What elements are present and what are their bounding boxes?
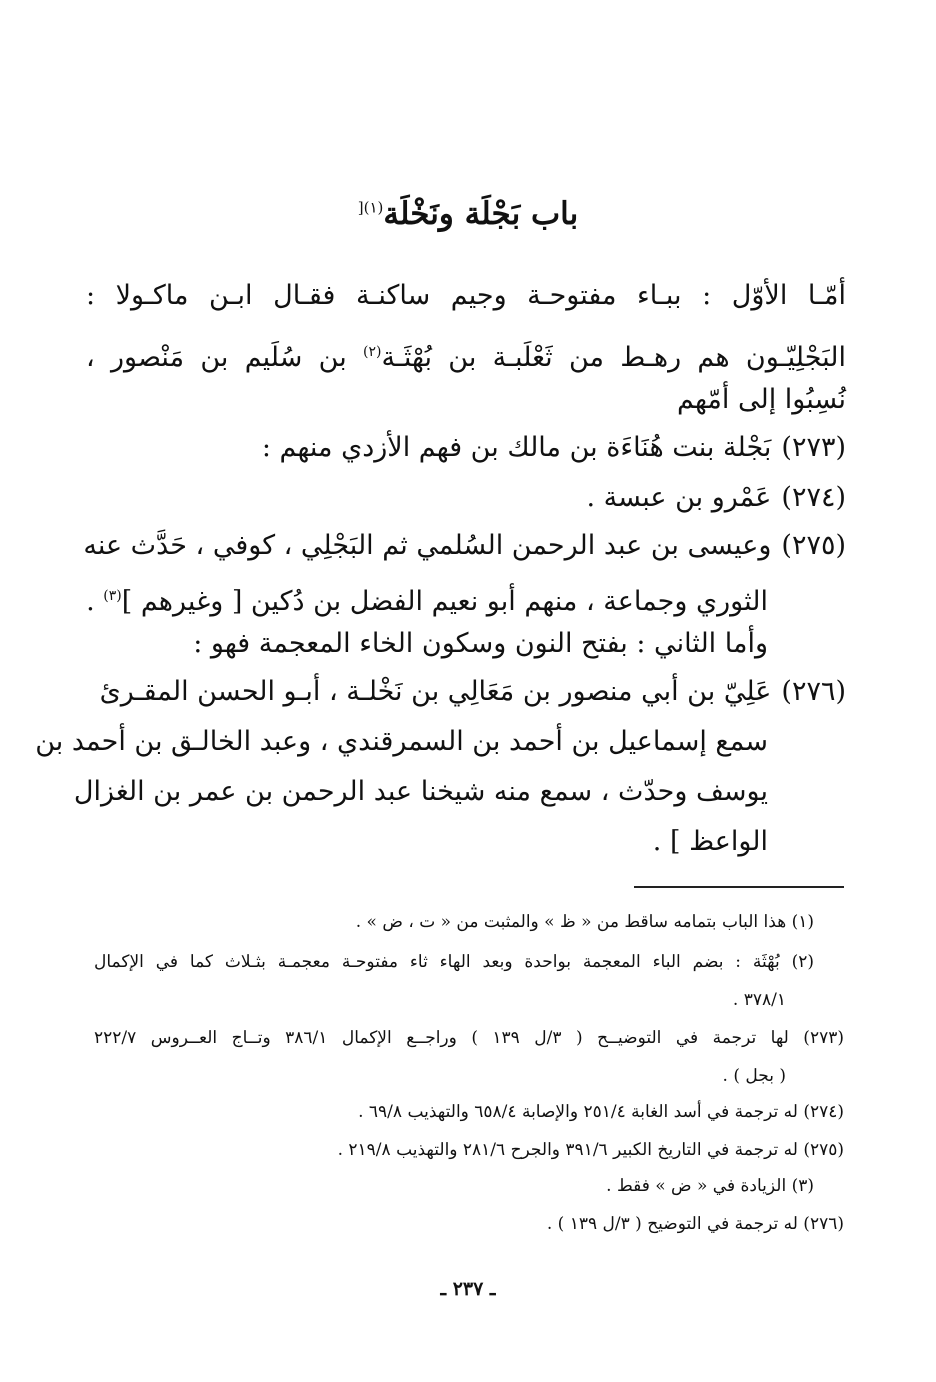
footnote-275: (٢٧٥) له ترجمة في التاريخ الكبير ٣٩١/٦ والجرح ٢٨١/٦ والتهذيب ٢١٩/٨ . <box>337 1140 844 1160</box>
footnote-separator <box>634 886 844 888</box>
entry-continued-a: الثوري وجماعة ، منهم أبو نعيم الفضل بن دُكين [ وغيرهم ] <box>121 586 768 617</box>
section-second: وأما الثاني : بفتح النون وسكون الخاء المعجمة فهو : <box>193 628 768 659</box>
entry-number: (٢٧٤) <box>781 482 846 513</box>
footnote-274: (٢٧٤) له ترجمة في أسد الغابة ٢٥١/٤ والإصابة ٦٥٨/٤ والتهذيب ٦٩/٨ . <box>358 1102 844 1122</box>
page-number: ـ ٢٣٧ ـ <box>440 1278 496 1300</box>
footnote-2: (٢) بُهْثَة : بضم الباء المعجمة بواحدة وبعد الهاء ثاء مفتوحـة معجمـة بثـلاث كما في الإكمال <box>94 952 814 972</box>
entry-274 <box>86 476 846 520</box>
entry-continued-b: . <box>86 586 104 617</box>
entry-276-continued-1: سمع إسماعيل بن أحمد بن السمرقندي ، وعبد الخالـق بن أحمد بن <box>35 726 768 757</box>
entry-text: عَمْرو بن عبسة . <box>586 482 772 513</box>
entry-text: بَجْلة بنت هُنَاءَة بن مالك بن فهم الأزدي منهم : <box>261 432 772 463</box>
chapter-title-text: باب بَجْلَة ونَخْلَة <box>383 196 579 232</box>
footnote-marker-3: (٣) <box>103 588 122 604</box>
entry-number: (٢٧٣) <box>781 432 846 463</box>
footnote-1: (١) هذا الباب بتمامه ساقط من « ظ » والمثبت من « ت ، ض » . <box>355 912 814 932</box>
body-line-2 <box>86 330 846 380</box>
body-line-3: نُسِبُوا إلى أمّهم <box>677 384 846 415</box>
entry-text: عَلِيّ بن أبي منصور بن مَعَالِي بن نَخْلـة ، أبـو الحسن المقـرئ <box>99 676 772 707</box>
footnote-273: (٢٧٣) لها ترجمة في التوضيــح ( ٣/ل ١٣٩ ) وراجــع الإكمال ٣٨٦/١ وتــاج العــروس ٢٢٢/٧ <box>94 1028 844 1048</box>
title-footnote-marker: (١)[ <box>357 198 384 217</box>
chapter-title <box>0 196 936 232</box>
footnote-2-continued: ٣٧٨/١ . <box>732 990 786 1010</box>
entry-number: (٢٧٦) <box>781 676 846 707</box>
entry-276-continued-2: يوسف وحدّث ، سمع منه شيخنا عبد الرحمن بن عمر بن الغزال <box>73 776 768 807</box>
footnote-marker-2: (٢) <box>363 344 382 360</box>
body-line-2-b: بن سُلَيم بن مَنْصور ، <box>86 342 364 373</box>
entry-275-continued <box>86 574 768 624</box>
footnote-276: (٢٧٦) له ترجمة في التوضيح ( ٣/ل ١٣٩ ) . <box>546 1214 844 1234</box>
entry-273 <box>86 426 846 470</box>
body-line-2-a: البَجْلِيّـون هم رهـط من ثَعْلَبـة بن بُهْثَـة <box>381 342 847 373</box>
entry-number: (٢٧٥) <box>781 530 846 561</box>
entry-276-continued-3: الواعظ ] . <box>652 826 768 857</box>
entry-text: وعيسى بن عبد الرحمن السُلمي ثم البَجْلِي ، كوفي ، حَدَّث عنه <box>83 530 772 561</box>
entry-276 <box>86 670 846 714</box>
body-line-1: أمّـا الأوّل : ببـاء مفتوحـة وجيم ساكنـة فقـال ابـن ماكـولا : <box>86 280 846 311</box>
footnote-273-continued: ( بجل ) . <box>722 1066 786 1086</box>
footnote-3: (٣) الزيادة في « ض » فقط . <box>606 1176 814 1196</box>
entry-275 <box>83 524 846 568</box>
